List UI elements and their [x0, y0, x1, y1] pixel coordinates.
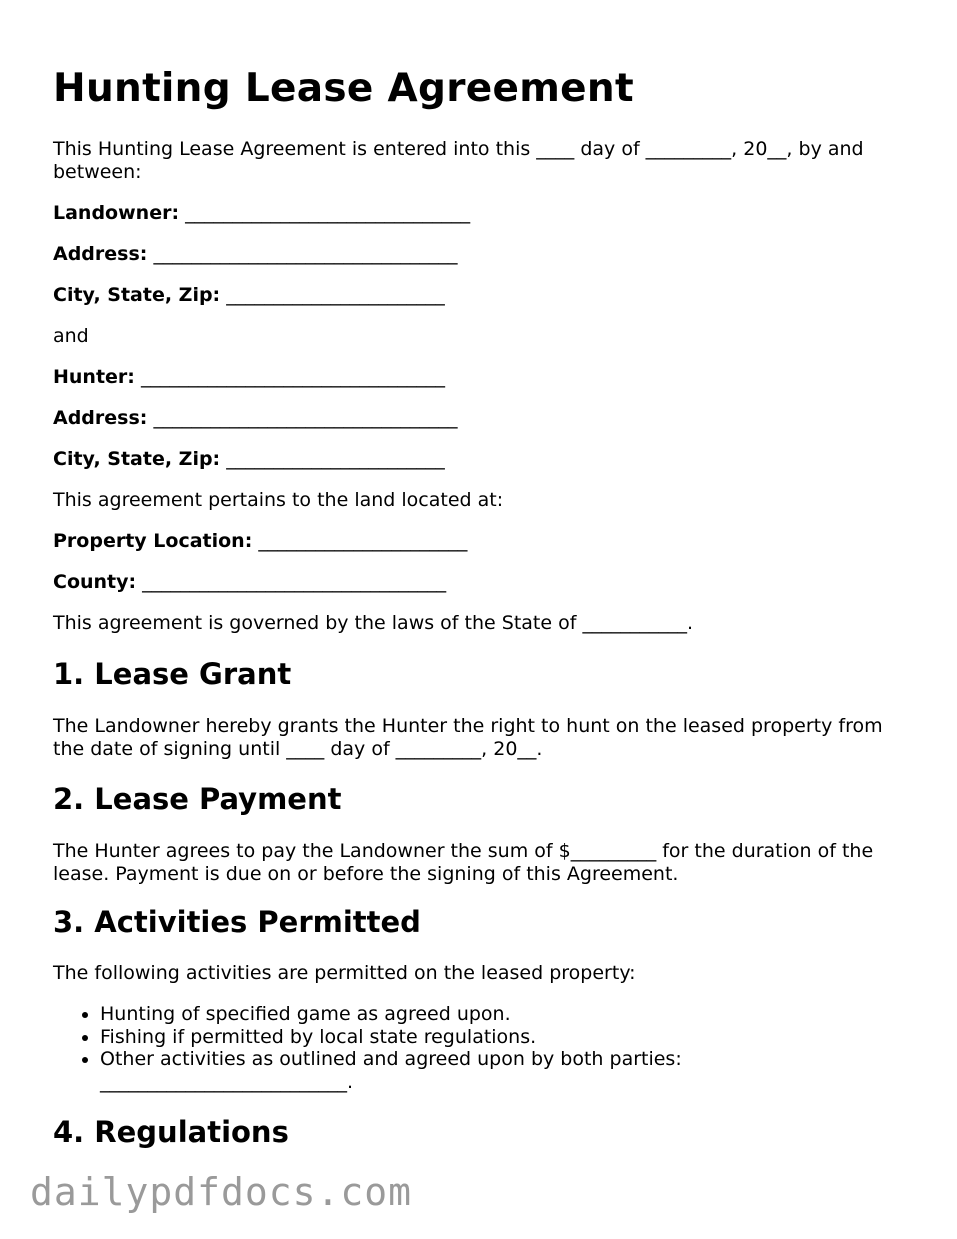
landowner-address-label: Address:: [53, 243, 148, 265]
hunter-city-state-zip-label: City, State, Zip:: [53, 448, 221, 470]
list-item: • Fishing if permitted by local state regulations.: [100, 1026, 800, 1049]
section-lease-payment-heading: 2. Lease Payment: [53, 782, 342, 816]
property-location-line: [53, 530, 467, 553]
hunter-name-line: [53, 366, 445, 389]
intro-paragraph: This Hunting Lease Agreement is entered into this ____ day of _________, 20__, by and between:: [53, 138, 864, 183]
hunter-address-line: [53, 407, 457, 430]
hunter-address-blank: ________________________________: [153, 407, 458, 429]
property-location-blank: ______________________: [258, 530, 468, 552]
property-location-label: Property Location:: [53, 530, 253, 552]
county-line: [53, 571, 446, 594]
hunter-name-blank: ________________________________: [140, 366, 445, 388]
section-regulations-heading: 4. Regulations: [53, 1115, 289, 1149]
landowner-city-state-zip-blank: _______________________: [226, 284, 445, 306]
landowner-name-blank: ______________________________: [185, 202, 471, 224]
landowner-name-line: [53, 202, 470, 225]
activities-list: [53, 1003, 800, 1093]
hunter-city-state-zip-blank: _______________________: [226, 448, 445, 470]
section-activities-heading: 3. Activities Permitted: [53, 905, 421, 939]
hunter-address-label: Address:: [53, 407, 148, 429]
section-lease-grant-heading: 1. Lease Grant: [53, 657, 292, 691]
hunter-name-label: Hunter:: [53, 366, 135, 388]
document-title: Hunting Lease Agreement: [53, 66, 634, 111]
section-lease-grant-body: The Landowner hereby grants the Hunter the right to hunt on the leased property from the date of signing until ____ day of _________, 20__.: [53, 715, 883, 760]
landowner-city-state-zip-label: City, State, Zip:: [53, 284, 221, 306]
governing-law-text: This agreement is governed by the laws of the State of ___________.: [53, 612, 693, 634]
hunter-city-state-zip-line: [53, 448, 445, 471]
landowner-address-line: [53, 243, 457, 266]
list-item: • Other activities as outlined and agreed upon by both parties: __________________________.: [100, 1048, 800, 1093]
county-blank: ________________________________: [142, 571, 447, 593]
and-text: and: [53, 325, 89, 347]
landowner-address-blank: ________________________________: [153, 243, 458, 265]
section-lease-payment-body: The Hunter agrees to pay the Landowner the sum of $_________ for the duration of the lease. Payment is due on or before the signing of this Agreement.: [53, 840, 874, 885]
county-label: County:: [53, 571, 137, 593]
section-activities-body: The following activities are permitted on the leased property:: [53, 962, 636, 984]
watermark-text: dailypdfdocs.com: [30, 1170, 413, 1214]
list-item: • Hunting of specified game as agreed upon.: [100, 1003, 800, 1026]
land-intro-text: This agreement pertains to the land located at:: [53, 489, 504, 511]
landowner-name-label: Landowner:: [53, 202, 180, 224]
landowner-city-state-zip-line: [53, 284, 445, 307]
